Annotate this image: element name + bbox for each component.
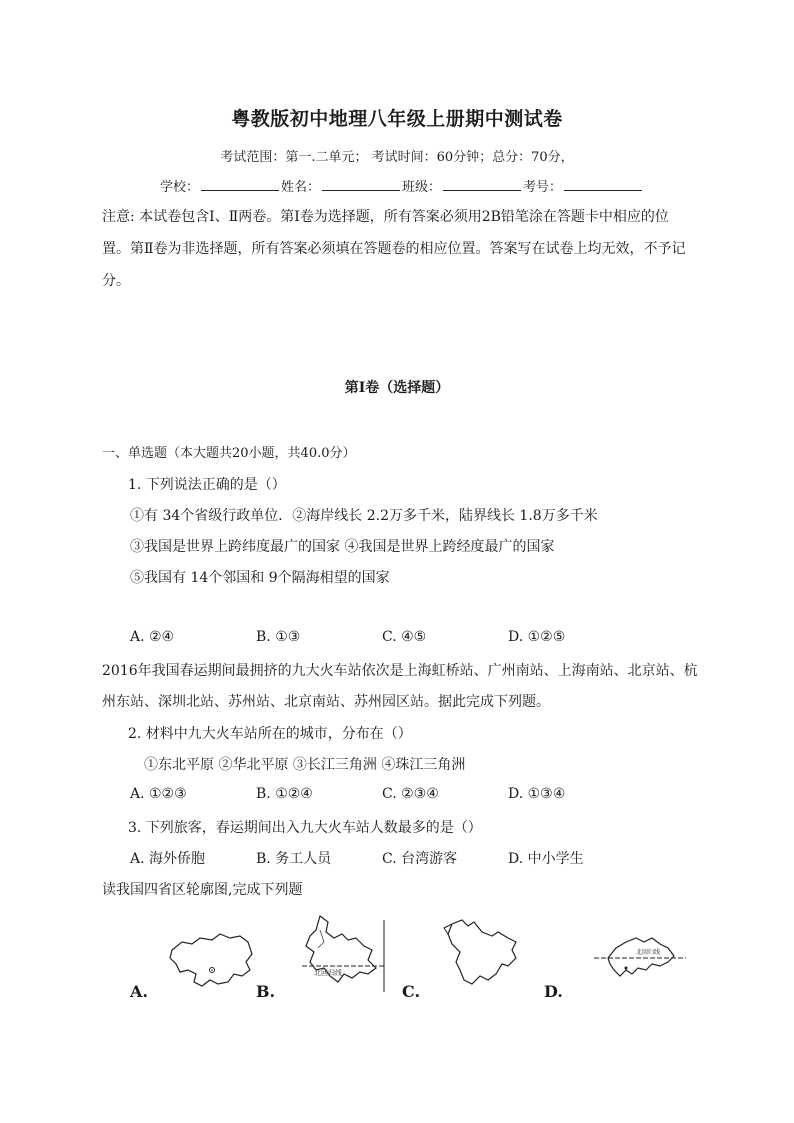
exam-number-blank[interactable] [564, 176, 642, 191]
q2-stem: 2. 材料中九大火车站所在的城市，分布在（） [128, 726, 412, 742]
q2-options [130, 786, 565, 802]
map-b-tropic-label: 北回归线 [314, 969, 342, 977]
name-blank[interactable] [322, 176, 400, 191]
q1-option-d[interactable]: D. ①②⑤ [508, 629, 566, 645]
q3-option-c[interactable]: C. 台湾游客 [382, 851, 458, 867]
map-c-outline [438, 914, 524, 996]
q3-option-b[interactable]: B. 务工人员 [256, 851, 332, 867]
q1-option-c[interactable]: C. ④⑤ [382, 629, 427, 645]
exam-subtitle: 考试范围：第一.二单元； 考试时间：60分钟；总分：70分， [220, 150, 574, 165]
q2-option-d[interactable]: D. ①③④ [508, 786, 566, 802]
notice-line-3: 分。 [102, 273, 130, 289]
q1-options [130, 629, 565, 645]
class-label: 班级： [402, 180, 442, 195]
part-heading: 一、单选题（本大题共20小题，共40.0分） [102, 446, 356, 461]
school-label: 学校： [160, 180, 200, 195]
q2-option-c[interactable]: C. ②③④ [382, 786, 439, 802]
map-d-tropic-label: 北回归线 [636, 949, 661, 956]
map-option-c-label[interactable]: C. [402, 982, 421, 1001]
q1-option-a[interactable]: A. ②④ [130, 629, 175, 645]
class-blank[interactable] [443, 176, 521, 191]
section-title: 第Ⅰ卷（选择题） [344, 380, 450, 396]
student-info-fields [160, 176, 644, 195]
q2-option-b[interactable]: B. ①②④ [256, 786, 313, 802]
q1-option-b[interactable]: B. ①③ [256, 629, 301, 645]
q3-option-d[interactable]: D. 中小学生 [508, 851, 584, 867]
notice-line-2: 置。第Ⅱ卷为非选择题，所有答案必须填在答题卷的相应位置。答案写在试卷上均无效，不予记 [102, 241, 686, 257]
q1-statement-3: ⑤我国有 14个邻国和 9个隔海相望的国家 [130, 570, 390, 586]
notice-line-1: 注意: 本试卷包含Ⅰ、Ⅱ两卷。第Ⅰ卷为选择题，所有答案必须用2B铅笔涂在答题卡中相应的位 [102, 209, 669, 225]
map-option-a-label[interactable]: A. [130, 982, 148, 1001]
q3-stem: 3. 下列旅客，春运期间出入九大火车站人数最多的是（） [128, 820, 482, 836]
exam-title: 粤教版初中地理八年级上册期中测试卷 [231, 108, 563, 130]
q2-option-a[interactable]: A. ①②③ [130, 786, 187, 802]
name-label: 姓名： [281, 180, 321, 195]
q3-option-a[interactable]: A. 海外侨胞 [130, 851, 206, 867]
map-question-intro: 读我国四省区轮廓图,完成下列题 [102, 882, 303, 898]
q1-statement-1: ①有 34个省级行政单位．②海岸线长 2.2万多千米，陆界线长 1.8万多千米 [130, 508, 598, 524]
map-option-b-label[interactable]: B. [256, 982, 276, 1001]
map-d-outline [590, 928, 690, 988]
material-line-2: 州东站、深圳北站、苏州站、北京南站、苏州园区站。据此完成下列题。 [102, 694, 550, 710]
q2-statements: ①东北平原 ②华北平原 ③长江三角洲 ④珠江三角洲 [144, 757, 466, 773]
map-option-d-label[interactable]: D. [544, 982, 563, 1001]
map-a-outline [168, 930, 258, 992]
school-blank[interactable] [201, 176, 279, 191]
map-b-outline [298, 912, 388, 998]
exam-number-label: 考号： [523, 180, 563, 195]
material-line-1: 2016年我国春运期间最拥挤的九大火车站依次是上海虹桥站、广州南站、上海南站、北京站、杭 [102, 663, 698, 679]
q3-options [130, 848, 584, 868]
q1-statement-2: ③我国是世界上跨纬度最广的国家 ④我国是世界上跨经度最广的国家 [130, 539, 555, 555]
q1-stem: 1. 下列说法正确的是（） [128, 477, 286, 493]
